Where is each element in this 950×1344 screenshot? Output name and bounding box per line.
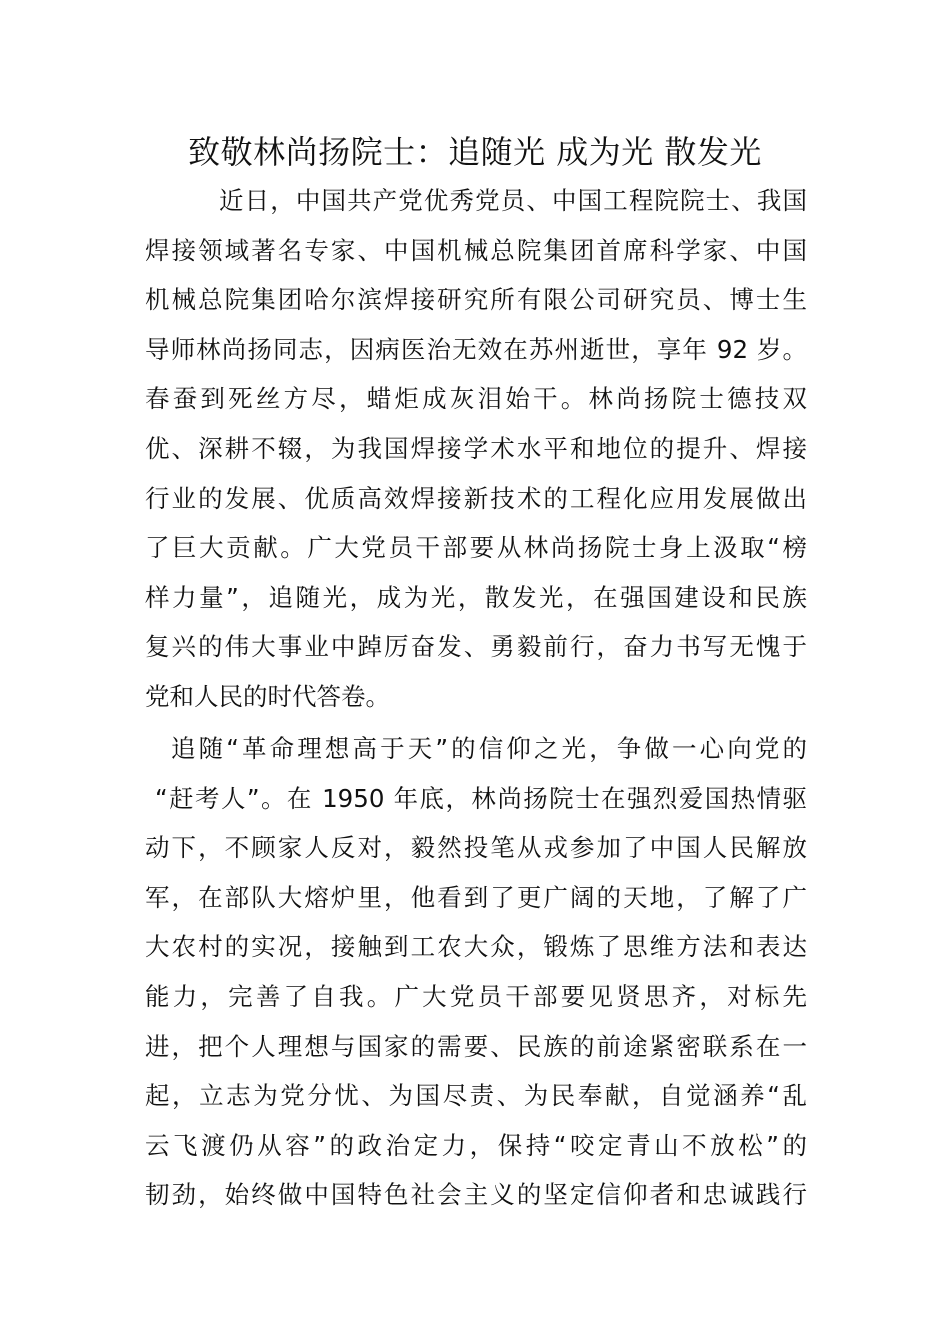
- paragraph-line: 导师林尚扬同志，因病医治无效在苏州逝世，享年 92 岁。: [145, 334, 807, 364]
- paragraph-line: 近日，中国共产党优秀党员、中国工程院院士、我国: [219, 186, 807, 215]
- paragraph-line: 大农村的实况，接触到工农大众，锻炼了思维方法和表达: [145, 932, 807, 962]
- document-title: 致敬林尚扬院士：追随光 成为光 散发光: [188, 133, 762, 171]
- paragraph-line: 复兴的伟大事业中踔厉奋发、勇毅前行，奋力书写无愧于: [145, 632, 807, 662]
- paragraph-line: 优、深耕不辍，为我国焊接学术水平和地位的提升、焊接: [145, 433, 807, 463]
- paragraph-line: 样力量”，追随光，成为光，散发光，在强国建设和民族: [145, 582, 807, 612]
- paragraph-line: 追随“革命理想高于天”的信仰之光，争做一心向党的: [171, 734, 807, 763]
- paragraph-line: 焊接领域著名专家、中国机械总院集团首席科学家、中国: [145, 235, 807, 265]
- paragraph-line: 进，把个人理想与国家的需要、民族的前途紧密联系在一: [145, 1031, 807, 1061]
- paragraph-line: 能力，完善了自我。广大党员干部要见贤思齐，对标先: [145, 981, 807, 1011]
- paragraph-line: 起，立志为党分忧、为国尽责、为民奉献，自觉涵养“乱: [145, 1081, 807, 1111]
- paragraph-line: 党和人民的时代答卷。: [145, 681, 390, 711]
- paragraph-2: [145, 724, 807, 1220]
- paragraph-1: [145, 176, 807, 722]
- paragraph-line: 了巨大贡献。广大党员干部要从林尚扬院士身上汲取“榜: [145, 533, 807, 563]
- paragraph-line: 韧劲，始终做中国特色社会主义的坚定信仰者和忠诚践行: [145, 1180, 807, 1210]
- paragraph-line: 军，在部队大熔炉里，他看到了更广阔的天地，了解了广: [145, 882, 807, 912]
- paragraph-line: 云飞渡仍从容”的政治定力，保持“咬定青山不放松”的: [145, 1130, 807, 1160]
- paragraph-line: 动下，不顾家人反对，毅然投笔从戎参加了中国人民解放: [145, 833, 807, 863]
- paragraph-line: 机械总院集团哈尔滨焊接研究所有限公司研究员、博士生: [145, 285, 807, 315]
- paragraph-line: “赶考人”。在 1950 年底，林尚扬院士在强烈爱国热情驱: [155, 783, 807, 813]
- paragraph-line: 春蚕到死丝方尽，蜡炬成灰泪始干。林尚扬院士德技双: [145, 384, 807, 414]
- paragraph-line: 行业的发展、优质高效焊接新技术的工程化应用发展做出: [145, 483, 807, 513]
